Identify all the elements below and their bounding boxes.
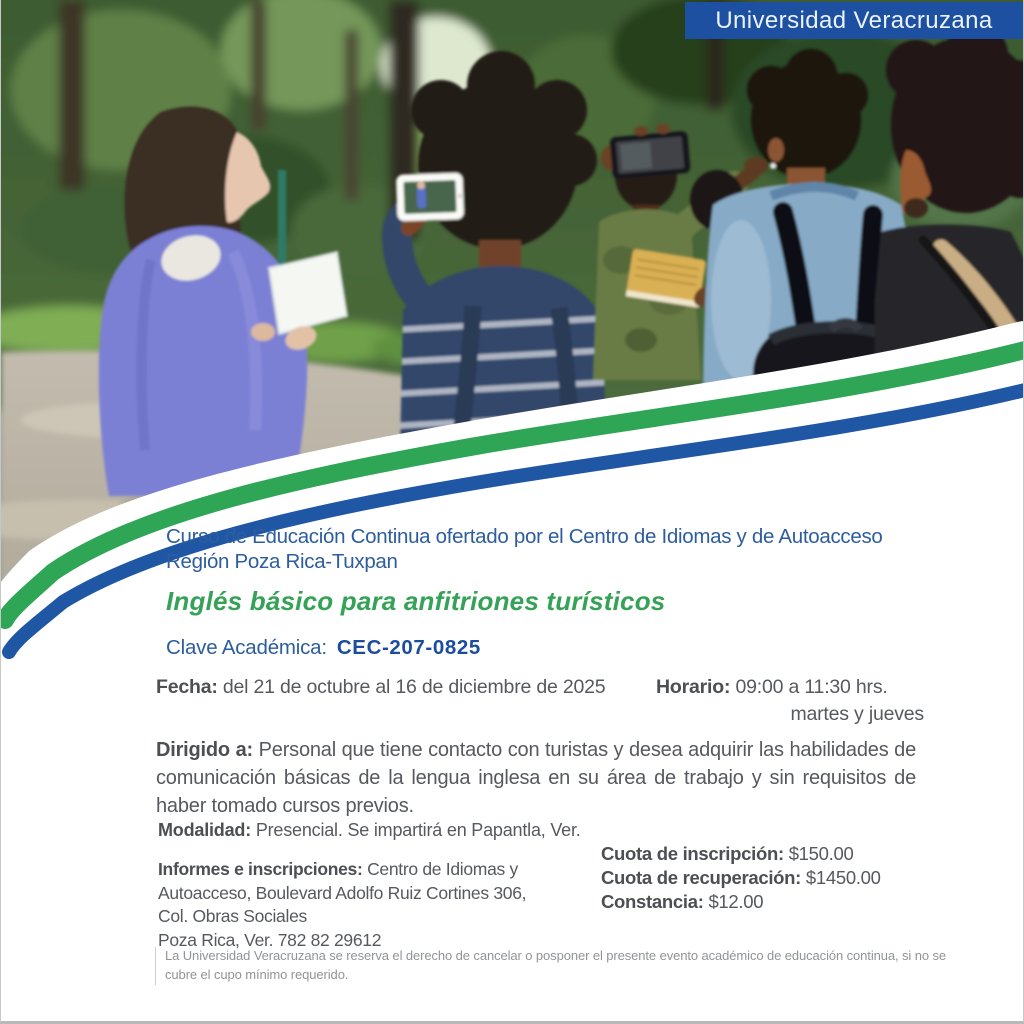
informes-line2: Autoacceso, Boulevard Adolfo Ruiz Cortines 306,	[158, 882, 527, 903]
hand	[744, 157, 768, 175]
dirigido-paragraph	[156, 736, 916, 820]
earring	[770, 163, 776, 169]
tree-trunk	[59, 0, 85, 190]
disclaimer-note: La Universidad Veracruzana se reserva el derecho de cancelar o posponer el presente evento académico de educación continua, si no se cubre el cupo mínimo requerido.	[155, 947, 955, 985]
clave-label: Clave Académica:	[166, 636, 327, 659]
informes-block	[158, 858, 598, 953]
photo-group	[1, 0, 1024, 680]
cuotas-block	[601, 842, 881, 914]
fecha-value: del 21 de octubre al 16 de diciembre de 2025	[222, 676, 606, 698]
intro-line2: Región Poza Rica-Tuxpan	[166, 550, 398, 574]
schedule-row	[156, 675, 924, 728]
horario	[656, 675, 924, 728]
informes-line1: Informes e inscripciones: Centro de Idiomas y	[158, 859, 518, 879]
phone-screen	[403, 180, 456, 214]
informes-line4: Poza Rica, Ver. 782 82 29612	[158, 929, 382, 950]
horario-value: 09:00 a 11:30 hrs.	[735, 676, 888, 698]
dirigido-text: Personal que tiene contacto con turistas y desea adquirir las habilidades de comunicación básicas de la lengua inglesa en su área de trabajo y sin requisitos de haber tomado cursos previos.	[156, 739, 916, 817]
university-name: Universidad Veracruzana	[715, 6, 993, 34]
white-phone	[396, 173, 464, 221]
cuota-constancia: Constancia: $12.00	[601, 891, 764, 913]
clave-academica	[166, 636, 481, 660]
informes-label: Informes e inscripciones:	[158, 859, 363, 879]
hero-photo	[1, 0, 1024, 680]
course-title: Inglés básico para anfitriones turísticos	[166, 586, 666, 616]
dark-shirt	[873, 225, 1024, 649]
black-phone	[609, 131, 690, 180]
horario-label: Horario:	[656, 676, 731, 698]
modalidad-label: Modalidad:	[158, 820, 251, 840]
clave-code: CEC-207-0825	[336, 636, 481, 659]
fecha-label: Fecha:	[156, 676, 218, 698]
modalidad-line	[158, 820, 581, 841]
university-banner	[685, 2, 1023, 39]
dirigido-label: Dirigido a:	[156, 739, 253, 761]
intro-line1: Curso de Educación Continua ofertado por el Centro de Idiomas y de Autoacceso	[166, 525, 883, 548]
informes-line3: Col. Obras Sociales	[158, 906, 307, 927]
modalidad-text: Presencial. Se impartirá en Papantla, Ver.	[255, 820, 581, 840]
fecha	[156, 675, 605, 728]
cuota-inscripcion: Cuota de inscripción: $150.00	[601, 843, 854, 864]
horario-days: martes y jueves	[790, 703, 924, 726]
cuota-recuperacion: Cuota de recuperación: $1450.00	[601, 867, 881, 889]
tree-trunk	[251, 0, 266, 130]
tree-trunk	[345, 30, 358, 200]
intro-paragraph	[166, 524, 932, 575]
